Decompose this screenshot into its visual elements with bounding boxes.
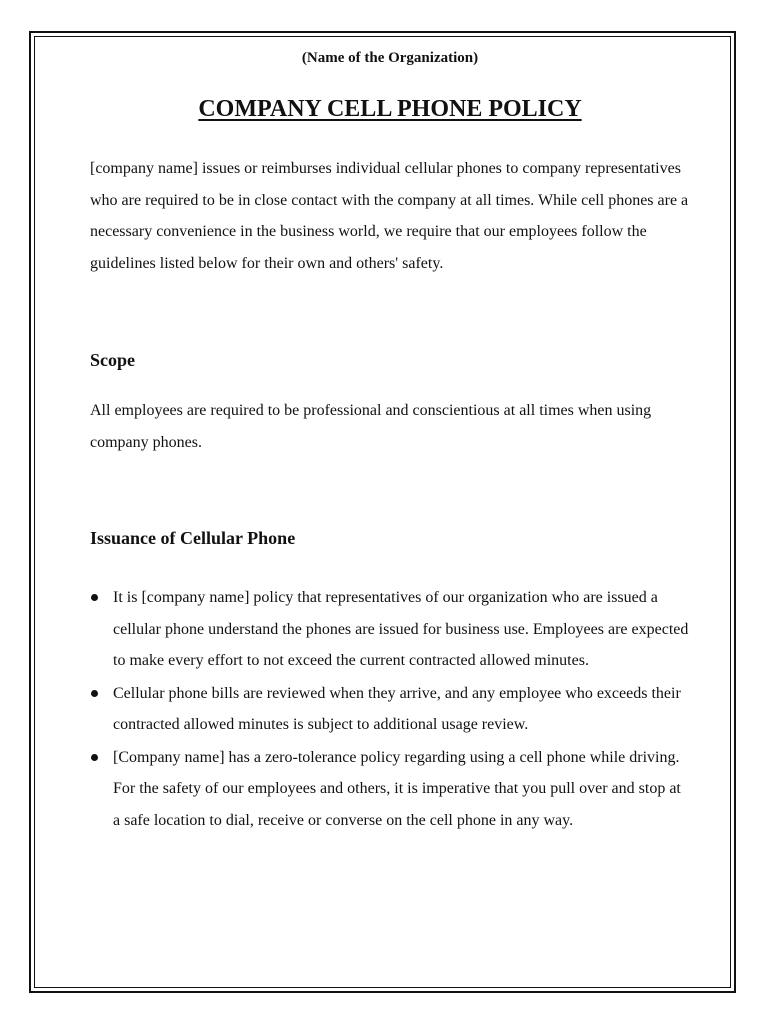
organization-name: (Name of the Organization) bbox=[301, 50, 479, 66]
document-body bbox=[90, 44, 690, 837]
list-item-text: Cellular phone bills are reviewed when they arrive, and any employee who exceeds their contracted allowed minutes is subject to additional usage review. bbox=[113, 684, 681, 733]
bullet-icon bbox=[91, 754, 98, 761]
section-heading-issuance: Issuance of Cellular Phone bbox=[90, 528, 296, 548]
list-item-text: [Company name] has a zero-tolerance policy regarding using a cell phone while driving. For the safety of our employees and others, it is imperative that you pull over and stop at a safe location to dial, receive or converse on the cell phone in any way. bbox=[113, 748, 681, 829]
document-title bbox=[90, 94, 690, 124]
list-item bbox=[90, 742, 690, 837]
document-title-text: COMPANY CELL PHONE POLICY bbox=[198, 96, 582, 122]
list-item bbox=[90, 582, 690, 677]
list-item-text: It is [company name] policy that representatives of our organization who are issued a cellular phone understand the phones are issued for business use. Employees are expected to make every effort to not exceed the current contracted allowed minutes. bbox=[113, 589, 689, 669]
scope-paragraph: All employees are required to be professional and conscientious at all times when using company phones. bbox=[90, 402, 652, 451]
list-item bbox=[90, 678, 690, 741]
bullet-icon bbox=[91, 594, 98, 601]
bullet-icon bbox=[91, 690, 98, 697]
section-heading-scope: Scope bbox=[90, 350, 135, 370]
intro-paragraph: [company name] issues or reimburses individual cellular phones to company representatives who are required to be in close contact with the company at all times. While cell phones are a necessary convenience in the business world, we require that our employees follow the guidelines listed below for their own and others' safety. bbox=[90, 160, 689, 272]
issuance-bullet-list bbox=[90, 582, 690, 836]
